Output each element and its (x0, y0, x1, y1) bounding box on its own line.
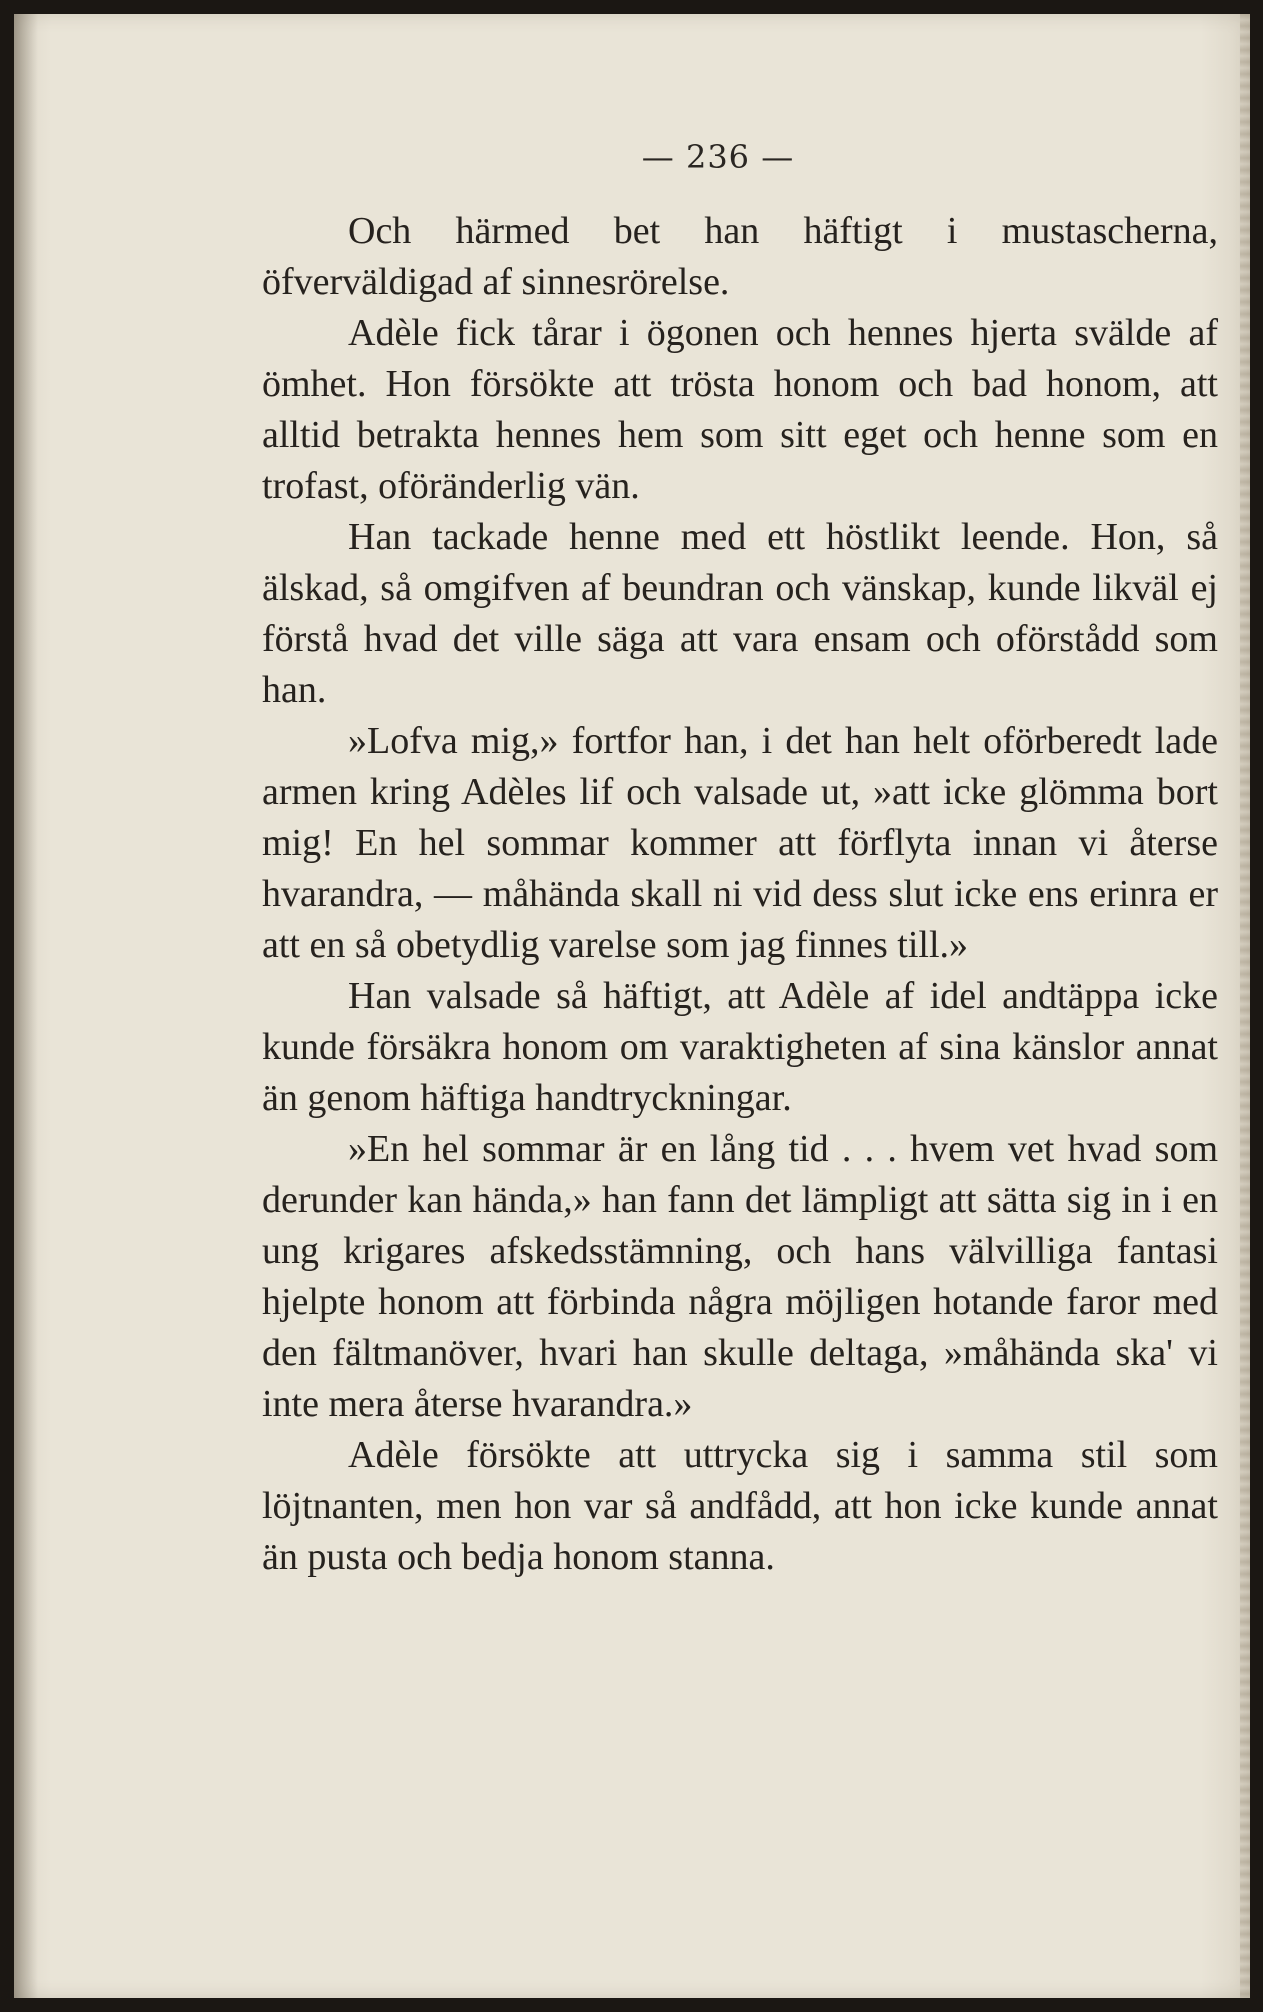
paragraph: Han tackade henne med ett höstlikt leende. Hon, så älskad, så omgifven af beundran och vänskap, kunde likväl ej förstå hvad det ville säga att vara ensam och oförstådd som han. (262, 516, 1218, 711)
paragraph: Och härmed bet han häftigt i mustascherna, öfverväldigad af sinnesrörelse. (262, 210, 1218, 303)
page-number: — 236 — (641, 138, 795, 176)
spine-shadow (14, 14, 38, 1998)
body-text (262, 206, 1218, 1583)
paragraph: Adèle fick tårar i ögonen och hennes hjerta svälde af ömhet. Hon försökte att trösta honom och bad honom, att alltid betrakta hennes hem som sitt eget och henne som en trofast, oföränderlig vän. (262, 312, 1218, 507)
paragraph: »En hel sommar är en lång tid . . . hvem vet hvad som derunder kan hända,» han fann det lämpligt att sätta sig in i en ung krigares afskedsstämning, och hans välvilliga fantasi hjelpte honom att förbinda några möjligen hotande faror med den fältmanöver, hvari han skulle deltaga, »måhända ska' vi inte mera återse hvarandra.» (262, 1128, 1218, 1425)
page-edge (1240, 14, 1250, 1998)
paragraph: Han valsade så häftigt, att Adèle af idel andtäppa icke kunde försäkra honom om varaktigheten af sina känslor annat än genom häftiga handtryckningar. (262, 975, 1218, 1119)
paragraph: »Lofva mig,» fortfor han, i det han helt oförberedt lade armen kring Adèles lif och valsade ut, »att icke glömma bort mig! En hel sommar kommer att förflyta innan vi återse hvarandra, — måhända skall ni vid dess slut icke ens erinra er att en så obetydlig varelse som jag finnes till.» (262, 720, 1218, 966)
paragraph: Adèle försökte att uttrycka sig i samma stil som löjtnanten, men hon var så andfådd, att hon icke kunde annat än pusta och bedja honom stanna. (262, 1434, 1218, 1578)
